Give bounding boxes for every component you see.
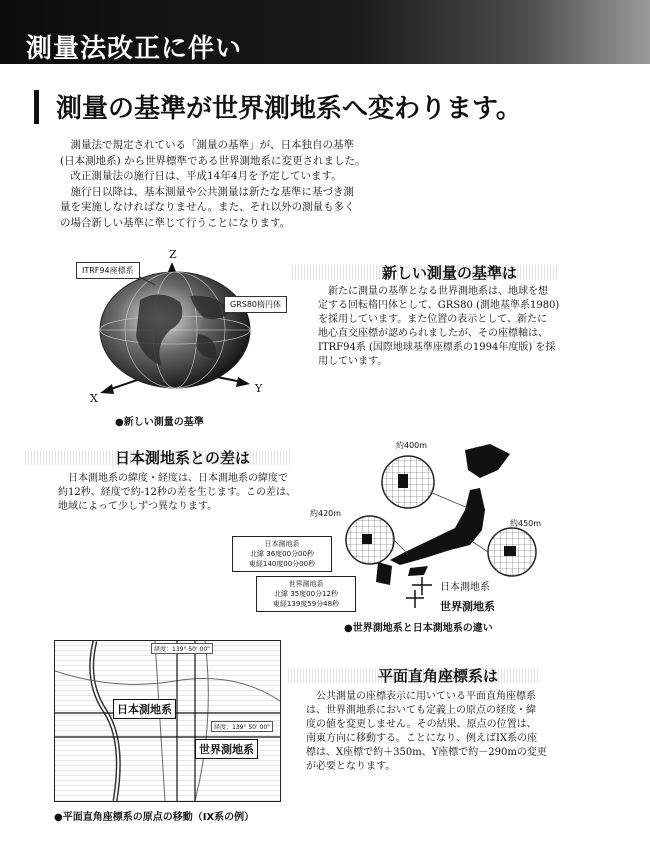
globe-caption: ●新しい測量の基準	[115, 417, 204, 428]
title-banner	[0, 0, 650, 64]
world-datum-lon: 東経139度59分48秒	[272, 600, 340, 608]
datum-diff-caption: ●世界測地系と日本測地系の違い	[344, 623, 493, 634]
tokyo-datum-box	[232, 536, 332, 572]
intro-line: 改正測量法の施行日は、平成14年4月を予定しています。	[60, 170, 342, 182]
text-line: ITRF94系 (国際地球基準座標系の1994年度版) を採	[318, 342, 556, 353]
offset-label-400: 約400m	[396, 441, 428, 450]
japan-datum-origin-label: 日本測地系	[113, 699, 176, 719]
axis-y-label: Y	[255, 382, 263, 395]
intro-line: 測量法で規定されている「測量の基準」が、日本独自の基準	[60, 139, 354, 151]
tokyo-datum-lon: 東経140度00分00秒	[248, 560, 316, 568]
section-heading-new-standard: 新しい測量の基準は	[382, 264, 518, 282]
grs-callout: GRS80楕円体	[224, 296, 287, 313]
legend-japan-datum: 日本測地系	[440, 582, 490, 593]
text-line: 度の値を変更しません。その結果、原点の位置は、	[306, 719, 537, 730]
section-heading-plane-coordinates: 平面直角座標系は	[378, 667, 499, 685]
text-line: 約12秒、経度で約-12秒の差を生じます。この差は、	[58, 487, 297, 498]
plane-map-caption: ●平面直角座標系の原点の移動（IX系の例）	[54, 812, 255, 823]
legend-world-datum: 世界測地系	[440, 600, 495, 613]
axis-z-label: Z	[169, 248, 177, 261]
text-line: 南東方向に移動する。ことになり、例えばIX系の座	[306, 733, 538, 744]
text-line: 標は、X座標で約＋350m、Y座標で約－290mの変更	[306, 747, 547, 758]
itrf-callout: ITRF94座標系	[76, 262, 140, 279]
subtitle-bar	[34, 90, 39, 124]
plane-coordinate-map	[54, 640, 281, 802]
text-line: 用しています。	[318, 356, 388, 367]
world-datum-title: 世界測地系	[288, 580, 324, 588]
world-datum-origin-label: 世界測地系	[195, 739, 258, 759]
text-line: 日本測地系の緯度・経度は、日本測地系の緯度で	[58, 473, 288, 484]
text-line: 地心直交座標が認められましたが、その座標軸は、	[318, 328, 548, 339]
lon-label-top: 経度：139° 50' 00"	[151, 643, 213, 654]
intro-text	[60, 138, 460, 231]
world-datum-box	[256, 576, 356, 612]
text-line: 地域によって少しずつ異なります。	[58, 501, 218, 512]
intro-line: 量を実施しなければなりません。また、それ以外の測量も多く	[60, 201, 355, 213]
world-datum-lat: 北緯 35度00分12秒	[274, 590, 338, 598]
page-title: 測量法改正に伴い	[26, 34, 243, 64]
section-heading-difference: 日本測地系との差は	[115, 449, 251, 467]
offset-label-420: 約420m	[310, 509, 342, 518]
plane-coordinates-text	[306, 690, 616, 774]
tokyo-datum-title: 日本測地系	[264, 540, 300, 548]
intro-line: (日本測地系) から世界標準である世界測地系に変更されました。	[60, 154, 366, 167]
lon-label-right: 経度：139° 50' 00"	[211, 721, 273, 732]
offset-label-450: 約450m	[510, 519, 542, 528]
difference-text	[58, 472, 328, 514]
text-line: が必要となります。	[306, 761, 396, 772]
intro-line: の場合新しい基準に準じて行うことになります。	[60, 216, 291, 229]
page-subtitle: 測量の基準が世界測地系へ変わります。	[56, 94, 522, 124]
intro-line: 施行日以降は、基本測量や公共測量は新たな基準に基づき測	[60, 185, 354, 198]
tokyo-datum-lat: 北緯 36度00分00秒	[250, 550, 314, 558]
text-line: は、世界測地系においても定義上の原点の経度・緯	[306, 705, 536, 716]
text-line: 公共測量の座標表示に用いている平面直角座標系	[306, 691, 536, 702]
text-line: を採用しています。また位置の表示として、新たに	[318, 314, 547, 325]
text-line: 定する回転楕円体として、GRS80 (測地基準系1980)	[318, 300, 560, 311]
axis-x-label: X	[90, 392, 98, 405]
new-standard-text	[318, 285, 618, 369]
text-line: 新たに測量の基準となる世界測地系は、地球を想	[318, 286, 548, 297]
